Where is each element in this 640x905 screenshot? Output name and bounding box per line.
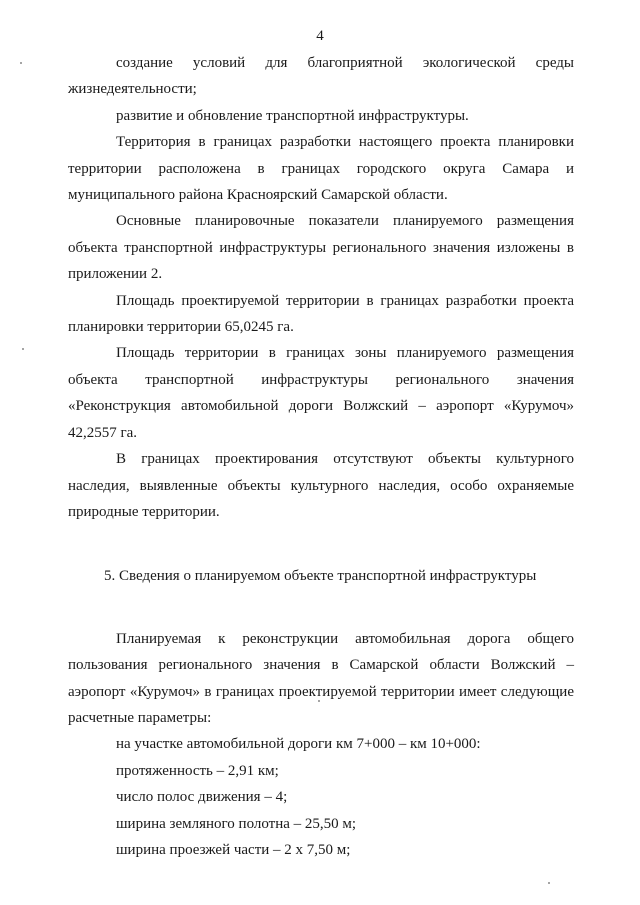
scan-speck	[548, 882, 550, 884]
scan-speck	[22, 348, 24, 350]
scan-speck	[318, 700, 320, 702]
parameter-line: ширина земляного полотна – 25,50 м;	[116, 815, 357, 832]
section-heading: 5. Сведения о планируемом объекте транспортной инфраструктуры	[104, 568, 537, 585]
paragraph: создание условий для благоприятной экологической среды жизнедеятельности;	[68, 55, 574, 98]
parameter-line: протяженность – 2,91 км;	[116, 762, 279, 779]
paragraph: В границах проектирования отсутствуют объекты культурного наследия, выявленные объекты культурного наследия, особо охраняемые природные территории.	[68, 451, 574, 520]
paragraph: Площадь территории в границах зоны планируемого размещения объекта транспортной инфраструктуры регионального значения «Реконструкция автомобильной дороги Волжский – аэропорт «Курумоч» 42,2557 га.	[68, 345, 574, 441]
section-intro: Планируемая к реконструкции автомобильная дорога общего пользования регионального значения в Самарской области Волжский – аэропорт «Курумоч» в границах проектируемой территории имеет следующие расчетные параметры:	[68, 630, 574, 726]
document-body	[68, 50, 574, 863]
parameter-line: ширина проезжей части – 2 х 7,50 м;	[116, 841, 351, 858]
parameter-line: число полос движения – 4;	[116, 789, 288, 806]
page-number: 4	[316, 28, 324, 44]
scan-speck	[20, 62, 22, 64]
paragraph: развитие и обновление транспортной инфраструктуры.	[116, 107, 469, 124]
parameter-line: на участке автомобильной дороги км 7+000 – км 10+000:	[116, 736, 481, 753]
paragraph: Территория в границах разработки настоящего проекта планировки территории расположена в границах городского округа Самара и муниципального района Красноярский Самарской области.	[68, 134, 574, 204]
paragraph: Площадь проектируемой территории в границах разработки проекта планировки территории 65,0245 га.	[68, 292, 574, 336]
paragraph: Основные планировочные показатели планируемого размещения объекта транспортной инфраструктуры регионального значения изложены в приложении 2.	[68, 213, 574, 283]
